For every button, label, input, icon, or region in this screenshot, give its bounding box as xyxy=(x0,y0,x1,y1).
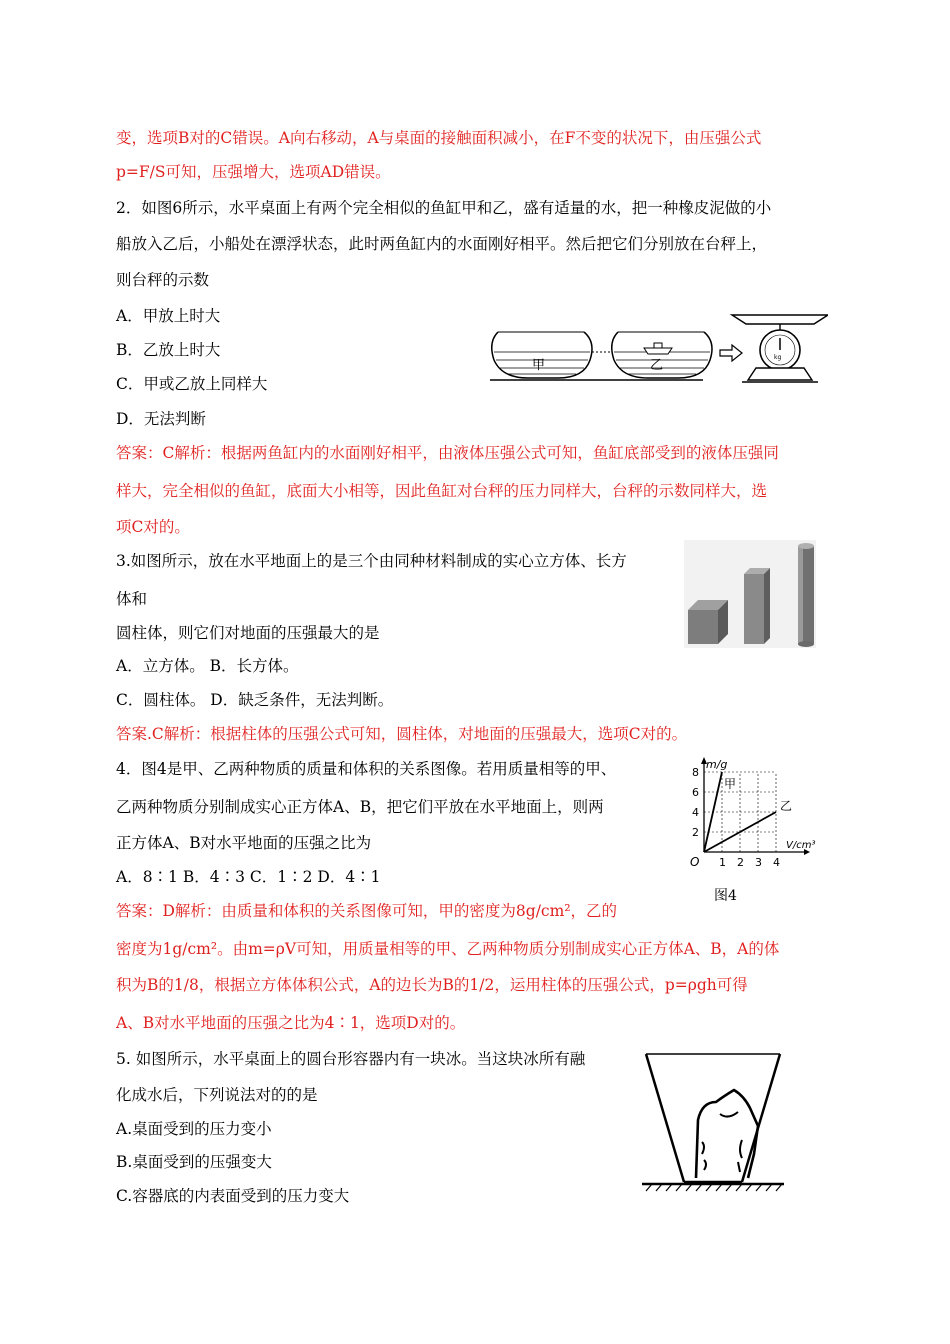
y-tick-label: 4 xyxy=(692,806,699,819)
text-line: 圆柱体，则它们对地面的压强最大的是 xyxy=(116,624,380,642)
series-label-0: 甲 xyxy=(724,777,737,791)
ice-container-figure xyxy=(642,1050,784,1192)
text-line: 密度为1g/cm²。由m=ρV可知，用质量相等的甲、乙两种物质分别制成实心正方体A、B，A的体 xyxy=(116,940,780,958)
text-line: 样大，完全相似的鱼缸，底面大小相等，因此鱼缸对台秤的压力同样大，台秤的示数同样大，选 xyxy=(116,482,768,500)
text-line: p=F/S可知，压强增大，选项AD错误。 xyxy=(116,163,391,181)
solids-figure xyxy=(684,540,816,648)
text-line: 化成水后，下列说法对的的是 xyxy=(116,1086,318,1104)
text-line: 变，选项B对的C错误。A向右移动，A与桌面的接触面积减小，在F不变的状况下，由压强公式 xyxy=(116,129,762,147)
text-line: 答案.C解析：根据柱体的压强公式可知，圆柱体，对地面的压强最大，选项C对的。 xyxy=(116,725,688,743)
series-line-0 xyxy=(704,772,722,852)
mass-volume-graph xyxy=(676,756,820,906)
x-tick-label: 4 xyxy=(773,856,780,869)
y-tick-label: 6 xyxy=(692,786,699,799)
text-line: A.桌面受到的压力变小 xyxy=(116,1120,272,1138)
text-line: 答案：D解析：由质量和体积的关系图像可知，甲的密度为8g/cm²，乙的 xyxy=(116,902,618,920)
text-line: 乙两种物质分别制成实心正方体A、B，把它们平放在水平地面上，则两 xyxy=(116,798,604,816)
y-tick-label: 2 xyxy=(692,826,699,839)
text-line: 4．图4是甲、乙两种物质的质量和体积的关系图像。若用质量相等的甲、 xyxy=(116,760,617,778)
origin-label: O xyxy=(690,855,700,869)
text-line: 5. 如图所示，水平桌面上的圆台形容器内有一块冰。当这块冰所有融 xyxy=(116,1050,586,1068)
y-axis-label: m/g xyxy=(706,758,728,771)
x-tick-label: 1 xyxy=(719,856,726,869)
text-line: C.容器底的内表面受到的压力变大 xyxy=(116,1187,350,1205)
text-line: B．乙放上时大 xyxy=(116,341,221,359)
text-line: 项C对的。 xyxy=(116,518,190,536)
text-line: D．无法判断 xyxy=(116,410,206,428)
text-line: 船放入乙后，小船处在漂浮状态，此时两鱼缸内的水面刚好相平。然后把它们分别放在台秤上， xyxy=(116,235,768,253)
text-line: 2．如图6所示，水平桌面上有两个完全相似的鱼缸甲和乙，盛有适量的水，把一种橡皮泥做的小 xyxy=(116,199,772,217)
text-line: 3.如图所示，放在水平地面上的是三个由同种材料制成的实心立方体、长方 xyxy=(116,552,627,570)
x-tick-label: 3 xyxy=(755,856,762,869)
text-line: 积为B的1/8，根据立方体体积公式，A的边长为B的1/2，运用柱体的压强公式，p=ρgh可得 xyxy=(116,976,748,994)
text-line: A．8∶1 B．4∶3 C．1∶2 D．4∶1 xyxy=(116,868,381,886)
text-line: B.桌面受到的压强变大 xyxy=(116,1153,272,1171)
text-line: A．立方体。 B．长方体。 xyxy=(116,657,299,675)
text-line: 则台秤的示数 xyxy=(116,271,210,289)
x-tick-label: 2 xyxy=(737,856,744,869)
tank-yi-label: 乙 xyxy=(650,358,664,373)
fish-tank-figure xyxy=(488,312,828,386)
figure-caption: 图4 xyxy=(714,888,737,904)
tank-jia-label: 甲 xyxy=(532,358,546,373)
text-line: A．甲放上时大 xyxy=(116,307,221,325)
text-line: 正方体A、B对水平地面的压强之比为 xyxy=(116,834,372,852)
x-axis-label: V/cm³ xyxy=(786,840,816,851)
text-line: C．圆柱体。 D．缺乏条件，无法判断。 xyxy=(116,691,394,709)
text-line: C．甲或乙放上同样大 xyxy=(116,375,268,393)
series-label-1: 乙 xyxy=(780,799,793,813)
text-line: A、B对水平地面的压强之比为4∶1，选项D对的。 xyxy=(116,1014,466,1032)
scale-unit: kg xyxy=(774,354,782,361)
text-line: 答案：C解析：根据两鱼缸内的水面刚好相平，由液体压强公式可知，鱼缸底部受到的液体压强同 xyxy=(116,444,779,462)
y-tick-label: 8 xyxy=(692,766,699,779)
text-line: 体和 xyxy=(116,590,148,608)
